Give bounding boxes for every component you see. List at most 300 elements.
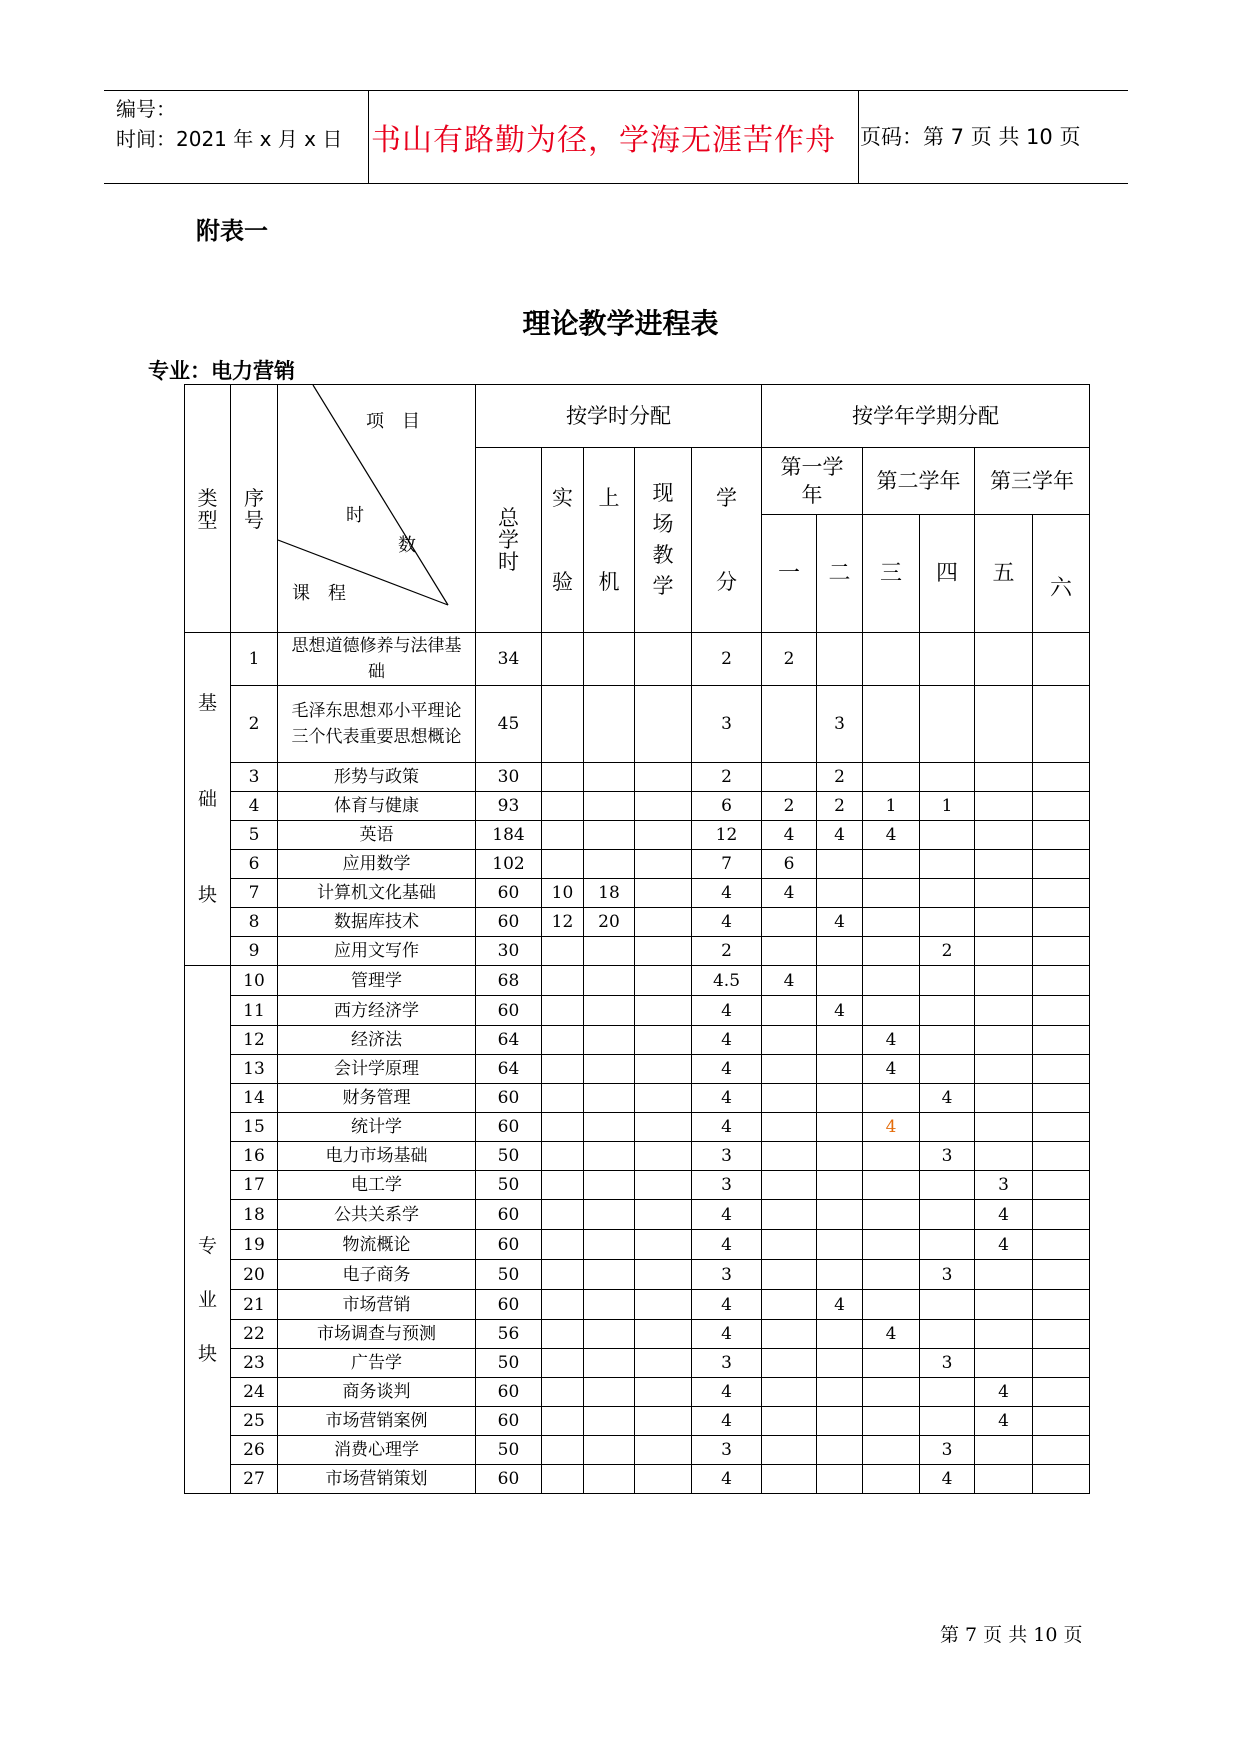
term-1-hours-cell (762, 1026, 817, 1055)
term-2-hours-cell (817, 1260, 863, 1290)
lab-hours-cell (542, 1349, 584, 1378)
term-6-hours-cell (1033, 1436, 1090, 1465)
term-5-hours-cell: 3 (975, 1171, 1033, 1200)
course-name-cell: 体育与健康 (278, 792, 476, 821)
row-number-cell: 9 (231, 937, 278, 966)
lab-hours-cell (542, 1260, 584, 1290)
term-6-hours-cell (1033, 763, 1090, 792)
total-hours-cell: 60 (476, 1378, 542, 1407)
term-6-hours-cell (1033, 966, 1090, 996)
row-number-cell: 6 (231, 850, 278, 879)
curriculum-table (184, 384, 1090, 1494)
total-hours-cell: 68 (476, 966, 542, 996)
lab-hours-cell (542, 763, 584, 792)
lab-hours-cell (542, 1320, 584, 1349)
term-5-hours-cell: 4 (975, 1200, 1033, 1230)
term-2-hours-cell (817, 1084, 863, 1113)
lab-hours-cell (542, 996, 584, 1026)
term-4-hours-cell (920, 996, 975, 1026)
term-6-hours-cell (1033, 879, 1090, 908)
term-3-hours-cell: 4 (863, 821, 920, 850)
term-1-hours-cell (762, 1113, 817, 1142)
credit-cell: 4 (692, 1230, 762, 1260)
course-name-cell: 管理学 (278, 966, 476, 996)
term-3-header: 三 (863, 515, 920, 633)
machine-hours-cell (584, 1465, 635, 1494)
machine-hours-cell (584, 792, 635, 821)
machine-hours-cell (584, 821, 635, 850)
term-1-hours-cell (762, 1230, 817, 1260)
table-row (185, 1200, 1090, 1230)
course-name-cell: 思想道德修养与法律基础 (278, 633, 476, 686)
term-3-hours-cell (863, 1378, 920, 1407)
row-number-cell: 23 (231, 1349, 278, 1378)
credit-cell: 4 (692, 996, 762, 1026)
term-5-hours-cell (975, 1026, 1033, 1055)
term-4-hours-cell (920, 686, 975, 763)
term-1-hours-cell (762, 1200, 817, 1230)
seq-header-char-2: 号 (244, 507, 264, 532)
total-hours-cell: 50 (476, 1436, 542, 1465)
total-hours-cell: 30 (476, 937, 542, 966)
term-3-hours-cell: 4 (863, 1113, 920, 1142)
field-hours-cell (635, 1436, 692, 1465)
term-4-hours-cell (920, 1320, 975, 1349)
term-6-hours-cell (1033, 1465, 1090, 1494)
term-1-hours-cell (762, 937, 817, 966)
term-3-hours-cell (863, 763, 920, 792)
course-name-cell: 市场营销策划 (278, 1465, 476, 1494)
diag-item-label: 项 目 (366, 411, 420, 432)
term-3-hours-cell (863, 966, 920, 996)
lab-hours-cell (542, 966, 584, 996)
term-2-hours-cell: 2 (817, 792, 863, 821)
header-motto: 书山有路勤为径，学海无涯苦作舟 (371, 123, 836, 158)
table-row (185, 966, 1090, 996)
term-2-hours-cell: 2 (817, 763, 863, 792)
credit-cell: 4 (692, 1200, 762, 1230)
course-name-cell: 应用文写作 (278, 937, 476, 966)
term-3-hours-cell (863, 686, 920, 763)
field-hours-cell (635, 1260, 692, 1290)
credit-cell: 7 (692, 850, 762, 879)
row-number-cell: 24 (231, 1378, 278, 1407)
term-2-hours-cell (817, 1230, 863, 1260)
lab-hours-cell (542, 1055, 584, 1084)
field-hours-cell (635, 1055, 692, 1084)
term-2-hours-cell (817, 1113, 863, 1142)
diag-hours-char-2: 数 (398, 535, 416, 556)
machine-hours-cell (584, 1290, 635, 1320)
row-number-cell: 10 (231, 966, 278, 996)
field-hours-cell (635, 1407, 692, 1436)
term-6-hours-cell (1033, 1171, 1090, 1200)
credit-cell: 4 (692, 1084, 762, 1113)
term-4-hours-cell: 4 (920, 1465, 975, 1494)
term-4-hours-cell (920, 1290, 975, 1320)
term-6-hours-cell (1033, 1055, 1090, 1084)
lab-hours-cell (542, 1142, 584, 1171)
credit-cell: 4 (692, 1378, 762, 1407)
table-body (185, 633, 1090, 1494)
term-2-hours-cell (817, 937, 863, 966)
group-type-cell (185, 633, 231, 966)
table-row (185, 1055, 1090, 1084)
course-name-cell: 财务管理 (278, 1084, 476, 1113)
term-5-hours-cell (975, 1113, 1033, 1142)
year1-header (762, 448, 863, 515)
lab-hours-cell (542, 1171, 584, 1200)
term-5-hours-cell (975, 850, 1033, 879)
lab-header-text: 实 验 (552, 486, 573, 594)
credit-cell: 4 (692, 1407, 762, 1436)
row-number-cell: 4 (231, 792, 278, 821)
term-3-hours-cell: 1 (863, 792, 920, 821)
term-5-hours-cell (975, 821, 1033, 850)
field-hours-cell (635, 908, 692, 937)
term-5-hours-cell (975, 686, 1033, 763)
field-hours-cell (635, 633, 692, 686)
credit-cell: 2 (692, 763, 762, 792)
term-2-hours-cell (817, 1142, 863, 1171)
term-6-hours-cell (1033, 821, 1090, 850)
term-4-header: 四 (920, 515, 975, 633)
row-number-cell: 2 (231, 686, 278, 763)
major-label: 专业：电力营销 (148, 359, 295, 383)
lab-hours-cell (542, 633, 584, 686)
lab-hours-cell (542, 686, 584, 763)
total-hours-cell: 50 (476, 1260, 542, 1290)
group-type-char: 业 (197, 1288, 217, 1311)
total-hours-cell: 64 (476, 1055, 542, 1084)
row-number-cell: 8 (231, 908, 278, 937)
machine-hours-cell (584, 996, 635, 1026)
total-hours-cell: 60 (476, 1084, 542, 1113)
term-5-hours-cell (975, 908, 1033, 937)
total-hours-cell: 60 (476, 1407, 542, 1436)
machine-hours-cell (584, 763, 635, 792)
group-type-cell (185, 966, 231, 1494)
lab-hours-cell (542, 1290, 584, 1320)
total-hours-cell: 93 (476, 792, 542, 821)
term-1-hours-cell (762, 763, 817, 792)
course-name-cell: 统计学 (278, 1113, 476, 1142)
term-2-hours-cell (817, 1171, 863, 1200)
machine-hours-cell (584, 1142, 635, 1171)
course-name-cell: 商务谈判 (278, 1378, 476, 1407)
row-number-cell: 12 (231, 1026, 278, 1055)
table-row (185, 1465, 1090, 1494)
course-name-cell: 毛泽东思想邓小平理论三个代表重要思想概论 (278, 686, 476, 763)
term-4-hours-cell: 4 (920, 1084, 975, 1113)
term-3-hours-cell (863, 1407, 920, 1436)
table-row (185, 1084, 1090, 1113)
term-4-hours-cell (920, 908, 975, 937)
page-title: 理论教学进程表 (522, 307, 719, 340)
course-name-cell: 计算机文化基础 (278, 879, 476, 908)
row-number-cell: 5 (231, 821, 278, 850)
term-6-hours-cell (1033, 1113, 1090, 1142)
term-3-hours-cell (863, 1290, 920, 1320)
term-6-hours-cell (1033, 1084, 1090, 1113)
row-number-cell: 18 (231, 1200, 278, 1230)
term-6-hours-cell (1033, 686, 1090, 763)
machine-hours-cell (584, 1026, 635, 1055)
course-name-cell: 市场调查与预测 (278, 1320, 476, 1349)
table-row (185, 763, 1090, 792)
row-number-cell: 25 (231, 1407, 278, 1436)
table-row (185, 1436, 1090, 1465)
term-1-hours-cell (762, 996, 817, 1026)
term-4-hours-cell: 1 (920, 792, 975, 821)
table-row (185, 1378, 1090, 1407)
lab-hours-cell (542, 1113, 584, 1142)
term-5-hours-cell (975, 763, 1033, 792)
term-4-hours-cell (920, 763, 975, 792)
diag-hours-label (346, 501, 416, 561)
term-4-hours-cell: 3 (920, 1349, 975, 1378)
term-3-hours-cell (863, 633, 920, 686)
term-1-hours-cell: 4 (762, 966, 817, 996)
term-6-hours-cell (1033, 1349, 1090, 1378)
term-1-hours-cell: 6 (762, 850, 817, 879)
machine-hours-cell (584, 1171, 635, 1200)
term-6-hours-cell (1033, 1026, 1090, 1055)
term-6-hours-cell (1033, 633, 1090, 686)
term-5-hours-cell (975, 966, 1033, 996)
credit-cell: 3 (692, 1436, 762, 1465)
term-2-hours-cell (817, 1200, 863, 1230)
term-6-hours-cell (1033, 908, 1090, 937)
course-name-cell: 电子商务 (278, 1260, 476, 1290)
lab-hours-cell: 12 (542, 908, 584, 937)
field-hours-cell (635, 1142, 692, 1171)
table-row (185, 1171, 1090, 1200)
term-3-hours-cell (863, 937, 920, 966)
term-2-hours-cell (817, 1055, 863, 1084)
course-name-cell: 公共关系学 (278, 1200, 476, 1230)
term-4-hours-cell (920, 1230, 975, 1260)
doc-date-label: 时间：2021 年 x 月 x 日 (116, 127, 343, 151)
term-4-hours-cell (920, 966, 975, 996)
term-3-hours-cell (863, 1200, 920, 1230)
term-3-hours-cell (863, 908, 920, 937)
term-5-hours-cell: 4 (975, 1230, 1033, 1260)
total-hours-cell: 60 (476, 1465, 542, 1494)
diag-hours-char-1: 时 (346, 505, 364, 526)
machine-header-text: 上 机 (598, 486, 620, 594)
term-1-hours-cell (762, 1084, 817, 1113)
total-hours-cell: 56 (476, 1320, 542, 1349)
table-row (185, 908, 1090, 937)
term-2-hours-cell: 4 (817, 1290, 863, 1320)
seq-header (231, 385, 278, 633)
lab-hours-cell: 10 (542, 879, 584, 908)
term-2-hours-cell (817, 633, 863, 686)
total-hours-header (476, 448, 542, 633)
course-name-cell: 会计学原理 (278, 1055, 476, 1084)
course-name-cell: 电力市场基础 (278, 1142, 476, 1171)
term-3-hours-cell (863, 850, 920, 879)
total-hours-cell: 102 (476, 850, 542, 879)
term-5-hours-cell (975, 1260, 1033, 1290)
machine-hours-cell (584, 1230, 635, 1260)
row-number-cell: 21 (231, 1290, 278, 1320)
course-name-cell: 市场营销案例 (278, 1407, 476, 1436)
field-hours-cell (635, 1026, 692, 1055)
term-1-hours-cell (762, 1055, 817, 1084)
term-3-hours-cell (863, 1171, 920, 1200)
term-3-hours-cell: 4 (863, 1026, 920, 1055)
field-teaching-header-text: 现 场 教 学 (652, 481, 674, 598)
term-4-hours-cell (920, 821, 975, 850)
credit-cell: 4 (692, 908, 762, 937)
course-name-cell: 数据库技术 (278, 908, 476, 937)
field-hours-cell (635, 966, 692, 996)
by-term-header: 按学年学期分配 (762, 385, 1090, 448)
lab-hours-cell (542, 1436, 584, 1465)
table-row (185, 1320, 1090, 1349)
machine-hours-cell (584, 966, 635, 996)
term-3-hours-cell (863, 1436, 920, 1465)
term-3-hours-cell (863, 1142, 920, 1171)
machine-header (584, 448, 635, 633)
table-row (185, 850, 1090, 879)
term-6-hours-cell (1033, 1260, 1090, 1290)
credit-cell: 2 (692, 937, 762, 966)
lab-hours-cell (542, 1230, 584, 1260)
term-5-hours-cell (975, 1436, 1033, 1465)
term-6-hours-cell (1033, 1142, 1090, 1171)
field-hours-cell (635, 1200, 692, 1230)
credit-cell: 12 (692, 821, 762, 850)
credit-cell: 6 (692, 792, 762, 821)
term-1-hours-cell (762, 1320, 817, 1349)
row-number-cell: 22 (231, 1320, 278, 1349)
term-1-hours-cell (762, 1349, 817, 1378)
term-5-hours-cell: 4 (975, 1407, 1033, 1436)
term-5-hours-cell (975, 1142, 1033, 1171)
term-2-hours-cell (817, 850, 863, 879)
seq-header-char-1: 序 (244, 485, 264, 510)
field-hours-cell (635, 821, 692, 850)
diag-course-label: 课 程 (292, 583, 346, 604)
lab-hours-cell (542, 821, 584, 850)
term-1-hours-cell (762, 1378, 817, 1407)
term-3-hours-cell: 4 (863, 1320, 920, 1349)
course-name-cell: 西方经济学 (278, 996, 476, 1026)
row-number-cell: 16 (231, 1142, 278, 1171)
credit-cell: 4 (692, 1026, 762, 1055)
table-row (185, 996, 1090, 1026)
term-1-hours-cell: 4 (762, 879, 817, 908)
machine-hours-cell (584, 633, 635, 686)
term-4-hours-cell (920, 633, 975, 686)
field-hours-cell (635, 1230, 692, 1260)
table-row (185, 686, 1090, 763)
row-number-cell: 7 (231, 879, 278, 908)
table-row (185, 1230, 1090, 1260)
term-3-hours-cell (863, 1349, 920, 1378)
group-type-char: 块 (197, 1342, 217, 1365)
table-row (185, 879, 1090, 908)
total-hours-cell: 60 (476, 1113, 542, 1142)
total-hours-cell: 64 (476, 1026, 542, 1055)
course-name-cell: 消费心理学 (278, 1436, 476, 1465)
group-type-char: 础 (197, 788, 217, 810)
credit-cell: 3 (692, 1171, 762, 1200)
credit-cell: 3 (692, 1260, 762, 1290)
term-1-hours-cell (762, 1142, 817, 1171)
total-hours-cell: 184 (476, 821, 542, 850)
term-2-hours-cell (817, 1436, 863, 1465)
total-hours-cell: 60 (476, 1230, 542, 1260)
term-6-hours-cell (1033, 1200, 1090, 1230)
term-1-hours-cell (762, 1260, 817, 1290)
row-number-cell: 1 (231, 633, 278, 686)
type-header-char-2: 型 (197, 507, 218, 532)
term-1-hours-cell: 4 (762, 821, 817, 850)
field-hours-cell (635, 792, 692, 821)
lab-hours-cell (542, 1200, 584, 1230)
term-3-hours-cell (863, 1230, 920, 1260)
group-type-char: 专 (197, 1234, 217, 1257)
course-name-cell: 经济法 (278, 1026, 476, 1055)
term-3-hours-cell (863, 879, 920, 908)
term-2-hours-cell: 4 (817, 996, 863, 1026)
machine-hours-cell (584, 1084, 635, 1113)
term-1-hours-cell (762, 908, 817, 937)
credit-cell: 4.5 (692, 966, 762, 996)
lab-hours-cell (542, 1407, 584, 1436)
total-hours-cell: 60 (476, 908, 542, 937)
term-5-header: 五 (975, 515, 1033, 633)
term-3-hours-cell (863, 1465, 920, 1494)
term-3-hours-cell: 4 (863, 1055, 920, 1084)
table-row (185, 633, 1090, 686)
term-2-hours-cell: 4 (817, 821, 863, 850)
term-1-hours-cell: 2 (762, 633, 817, 686)
term-4-hours-cell (920, 1407, 975, 1436)
term-4-hours-cell: 3 (920, 1260, 975, 1290)
field-hours-cell (635, 996, 692, 1026)
term-2-hours-cell (817, 1349, 863, 1378)
term-5-hours-cell (975, 1349, 1033, 1378)
credit-cell: 3 (692, 1349, 762, 1378)
credit-cell: 4 (692, 1055, 762, 1084)
credit-cell: 4 (692, 879, 762, 908)
term-6-hours-cell (1033, 792, 1090, 821)
row-number-cell: 17 (231, 1171, 278, 1200)
machine-hours-cell (584, 1260, 635, 1290)
year3-header: 第三学年 (975, 448, 1090, 515)
row-number-cell: 27 (231, 1465, 278, 1494)
term-6-hours-cell (1033, 996, 1090, 1026)
term-1-hours-cell (762, 1436, 817, 1465)
credit-cell: 2 (692, 633, 762, 686)
machine-hours-cell (584, 937, 635, 966)
row-number-cell: 13 (231, 1055, 278, 1084)
header-meta (116, 94, 342, 154)
row-number-cell: 14 (231, 1084, 278, 1113)
term-1-hours-cell (762, 1407, 817, 1436)
course-name-cell: 形势与政策 (278, 763, 476, 792)
term-6-hours-cell (1033, 850, 1090, 879)
header-divider (858, 91, 859, 183)
table-row (185, 937, 1090, 966)
term-4-hours-cell (920, 1026, 975, 1055)
group-type-char: 块 (197, 884, 217, 906)
